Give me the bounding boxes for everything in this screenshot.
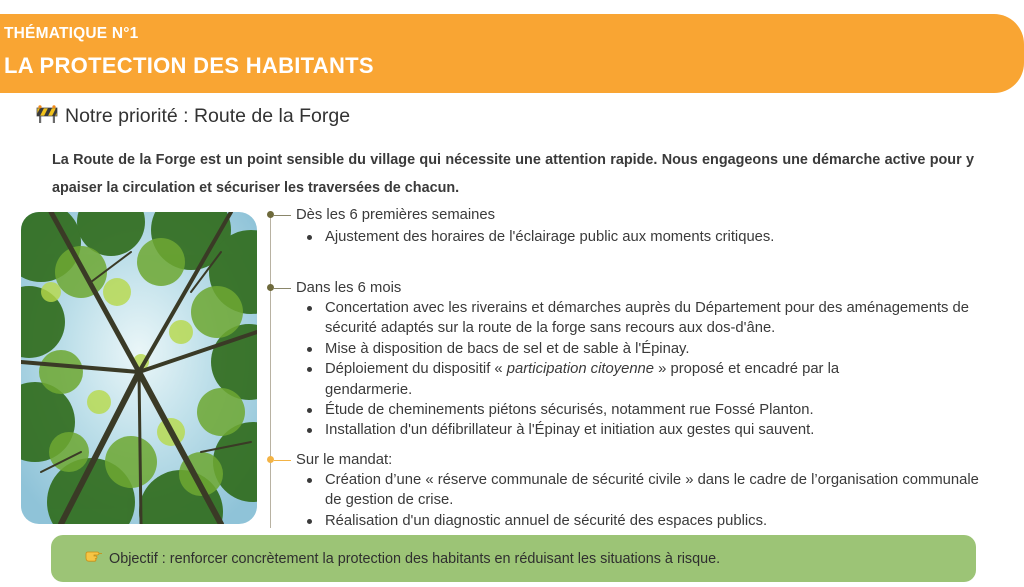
timeline-phase: Dans les 6 mois bbox=[296, 280, 402, 296]
timeline-connector bbox=[274, 215, 291, 216]
pointing-hand-icon bbox=[85, 549, 103, 568]
list-item: Étude de cheminements piétons sécurisés, notamment rue Fossé Planton. bbox=[325, 400, 985, 420]
timeline-phase: Dès les 6 premières semaines bbox=[296, 207, 496, 223]
priority-heading bbox=[36, 104, 350, 128]
item-text-after: » proposé et encadré par la gendarmerie. bbox=[325, 361, 840, 398]
list-item: Réalisation d'un diagnostic annuel de sécurité des espaces publics. bbox=[325, 511, 985, 531]
timeline-dot bbox=[267, 284, 274, 291]
priority-label: Notre priorité : Route de la Forge bbox=[65, 104, 351, 127]
list-item: Installation d'un défibrillateur à l'Épinay et initiation aux gestes qui sauvent. bbox=[325, 420, 985, 440]
timeline-line bbox=[270, 215, 271, 528]
objective-text: Objectif : renforcer concrètement la protection des habitants en réduisant les situations à risque. bbox=[109, 550, 721, 567]
timeline-dot bbox=[267, 211, 274, 218]
timeline-items bbox=[325, 470, 985, 531]
theme-number: THÉMATIQUE N°1 bbox=[4, 25, 139, 42]
timeline-items bbox=[325, 298, 985, 441]
intro-paragraph: La Route de la Forge est un point sensible du village qui nécessite une attention rapide. Nous engageons une démarche active pour y apaiser la circulation et sécuriser les traversées de chacun. bbox=[52, 152, 974, 196]
timeline-phase: Sur le mandat: bbox=[296, 452, 393, 468]
objective-banner bbox=[51, 535, 976, 582]
list-item: Mise à disposition de bacs de sel et de sable à l'Épinay. bbox=[325, 339, 985, 359]
tree-canopy-photo bbox=[21, 212, 257, 524]
theme-title: LA PROTECTION DES HABITANTS bbox=[4, 53, 374, 78]
timeline-dot bbox=[267, 456, 274, 463]
timeline-items bbox=[325, 227, 885, 247]
roadwork-barrier-icon bbox=[36, 105, 58, 128]
timeline-connector bbox=[274, 460, 291, 461]
item-text-emphasis: participation citoyenne bbox=[506, 361, 655, 378]
item-text-before: Déploiement du dispositif « bbox=[325, 361, 507, 378]
timeline-connector bbox=[274, 288, 291, 289]
theme-header-banner bbox=[0, 14, 1024, 93]
list-item: Ajustement des horaires de l'éclairage public aux moments critiques. bbox=[325, 227, 885, 247]
list-item: Création d’une « réserve communale de sécurité civile » dans le cadre de l’organisation communale de gestion de crise. bbox=[325, 470, 985, 511]
list-item: Concertation avec les riverains et démarches auprès du Département pour des aménagements de sécurité adaptés sur la route de la forge sans recours aux dos-d'âne. bbox=[325, 298, 985, 339]
list-item bbox=[325, 359, 915, 400]
